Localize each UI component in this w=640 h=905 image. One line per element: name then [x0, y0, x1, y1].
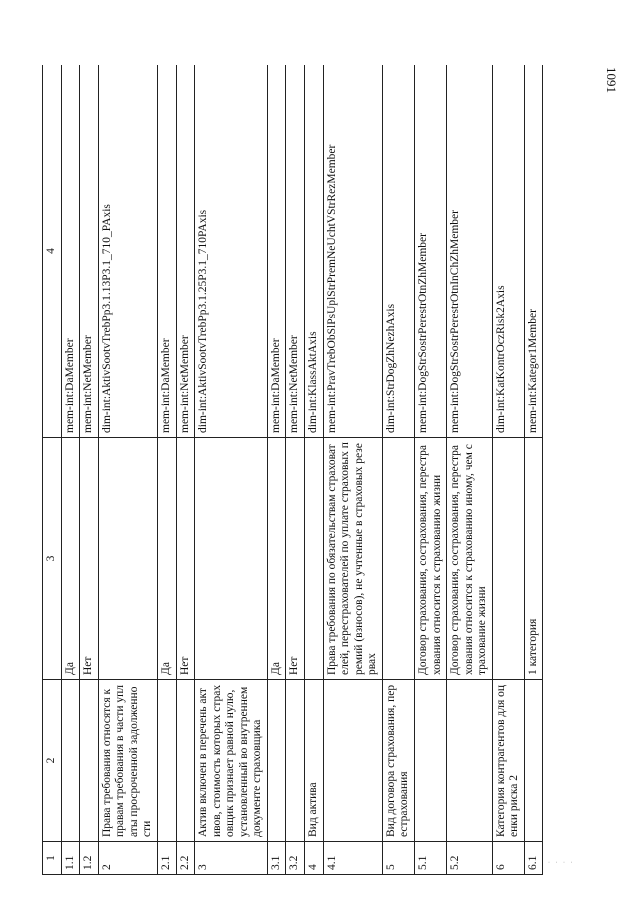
header-col-1: 1 — [43, 842, 62, 875]
page-number: 1091 — [604, 67, 619, 93]
row-code: mem-int:PravTrebObSlPsUplStrPremNeUchtVStrRezMember — [323, 65, 382, 438]
table-row — [195, 65, 268, 875]
row-code: dim-int:KlassAktAxis — [305, 65, 324, 438]
row-code: mem-int:NetMember — [80, 65, 99, 438]
row-number: 6 — [492, 842, 524, 875]
table-row — [61, 65, 80, 875]
row-number: 3.1 — [267, 842, 286, 875]
table-header-row — [43, 65, 62, 875]
dimension-table — [42, 65, 543, 875]
row-number: 5 — [382, 842, 414, 875]
row-value: Договор страхования, сострахования, перестрахования относится к страхованию жизни — [414, 438, 446, 680]
row-name: Актив включен в перечень активов, стоимость которых страховщик признает равной нулю, установленный во внутреннем документе страховщика — [195, 680, 268, 842]
row-code: dim-int:AktivSootvTrebPp3.1.13P3.1_710_PAxis — [98, 65, 157, 438]
row-code: mem-int:DogStrSostrPerestrOtnInChZhMember — [447, 65, 493, 438]
header-col-4: 4 — [43, 65, 62, 438]
row-code: dim-int:StrDogZhNezhAxis — [382, 65, 414, 438]
row-name: Вид договора страхования, перестрахования — [382, 680, 414, 842]
row-value: Да — [157, 438, 176, 680]
table-row — [98, 65, 157, 875]
row-value: Нет — [286, 438, 305, 680]
row-code: mem-int:NetMember — [286, 65, 305, 438]
rotated-table-content — [42, 65, 602, 875]
header-col-2: 2 — [43, 680, 62, 842]
row-number: 1.2 — [80, 842, 99, 875]
table-row — [414, 65, 446, 875]
row-name — [286, 680, 305, 842]
row-name — [157, 680, 176, 842]
table-row — [80, 65, 99, 875]
row-number: 4.1 — [323, 842, 382, 875]
row-number: 3.2 — [286, 842, 305, 875]
header-col-3: 3 — [43, 438, 62, 680]
table-row — [267, 65, 286, 875]
row-value — [195, 438, 268, 680]
table-row — [323, 65, 382, 875]
row-value: Права требования по обязательствам страхователей, перестрахователей по уплате страховых премий (взносов), не учтенные в страховых резервах — [323, 438, 382, 680]
row-number: 2.1 — [157, 842, 176, 875]
row-value — [382, 438, 414, 680]
row-value: Договор страхования, сострахования, перестрахования относится к страхованию иному, чем страхование жизни — [447, 438, 493, 680]
row-name — [176, 680, 195, 842]
row-name — [80, 680, 99, 842]
table-row — [524, 65, 543, 875]
table-row — [157, 65, 176, 875]
row-value — [98, 438, 157, 680]
row-code: mem-int:DogStrSostrPerestrOtnZhMember — [414, 65, 446, 438]
table-row — [382, 65, 414, 875]
table-row — [176, 65, 195, 875]
row-value: Да — [61, 438, 80, 680]
row-name — [323, 680, 382, 842]
row-number: 3 — [195, 842, 268, 875]
row-name — [267, 680, 286, 842]
row-number: 5.1 — [414, 842, 446, 875]
row-name: Вид актива — [305, 680, 324, 842]
row-name — [414, 680, 446, 842]
row-value: Нет — [80, 438, 99, 680]
row-name — [61, 680, 80, 842]
row-code: mem-int:DaMember — [267, 65, 286, 438]
row-code: dim-int:KatKontrOczRisk2Axis — [492, 65, 524, 438]
row-code: mem-int:DaMember — [157, 65, 176, 438]
table-row — [492, 65, 524, 875]
rotated-table-frame — [42, 65, 602, 875]
row-number: 5.2 — [447, 842, 493, 875]
table-row — [286, 65, 305, 875]
scan-artifact-marks: · · · · — [548, 860, 575, 866]
row-name — [447, 680, 493, 842]
table-row — [305, 65, 324, 875]
row-number: 6.1 — [524, 842, 543, 875]
row-code: mem-int:NetMember — [176, 65, 195, 438]
row-number: 4 — [305, 842, 324, 875]
row-value: 1 категория — [524, 438, 543, 680]
row-code: mem-int:Kategor1Member — [524, 65, 543, 438]
row-number: 2.2 — [176, 842, 195, 875]
table-row — [447, 65, 493, 875]
row-value — [305, 438, 324, 680]
row-name — [524, 680, 543, 842]
row-name: Права требования относятся к правам требования в части уплаты просроченной задолженности — [98, 680, 157, 842]
row-number: 1.1 — [61, 842, 80, 875]
row-name: Категория контрагентов для оценки риска 2 — [492, 680, 524, 842]
row-value — [492, 438, 524, 680]
row-number: 2 — [98, 842, 157, 875]
row-value: Да — [267, 438, 286, 680]
row-value: Нет — [176, 438, 195, 680]
row-code: mem-int:DaMember — [61, 65, 80, 438]
row-code: dim-int:AktivSootvTrebPp3.1.25P3.1_710PAxis — [195, 65, 268, 438]
